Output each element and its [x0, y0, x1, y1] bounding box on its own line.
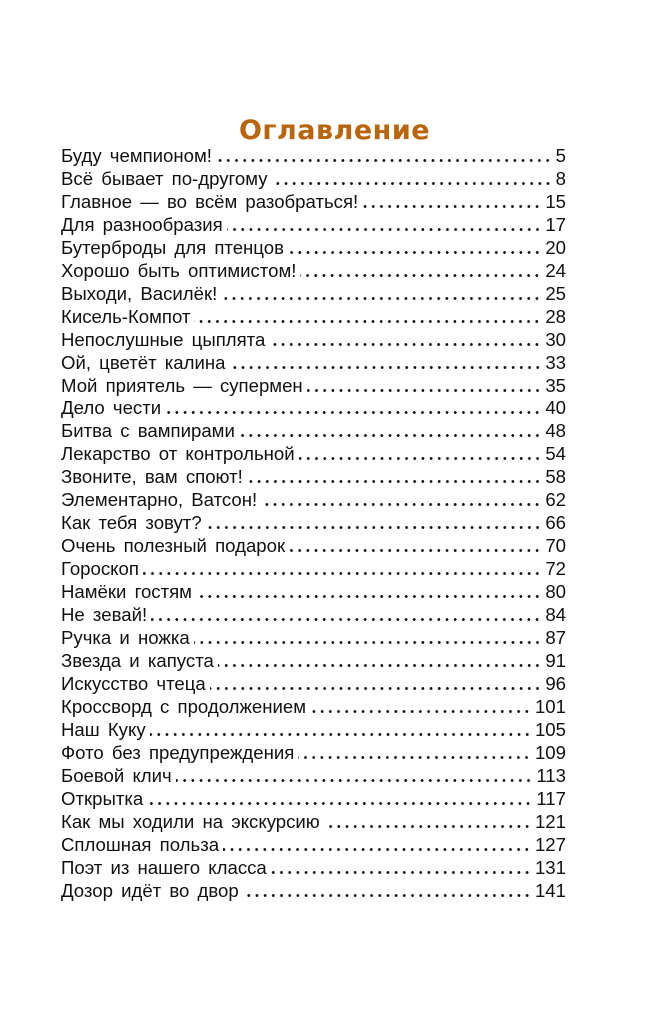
- toc-entry: [61, 696, 566, 719]
- toc-entry-page-number: 40: [545, 397, 566, 419]
- toc-entry-title: Лекарство от контрольной: [61, 443, 295, 465]
- table-of-contents: [61, 145, 566, 902]
- dot-leader: [218, 664, 541, 667]
- dot-leader: [227, 228, 542, 231]
- toc-entry-page-number: 96: [545, 672, 566, 694]
- dot-leader: [165, 411, 541, 414]
- toc-entry-title: Наш Куку: [61, 718, 146, 740]
- dot-leader: [299, 457, 542, 460]
- dot-leader: [298, 756, 531, 759]
- toc-entry: [61, 283, 566, 306]
- toc-entry-page-number: 33: [545, 351, 566, 373]
- toc-entry-page-number: 35: [545, 374, 566, 396]
- toc-entry-title: Звезда и капуста: [61, 649, 214, 671]
- toc-entry-title: Открытка: [61, 787, 144, 809]
- toc-entry-page-number: 8: [555, 167, 566, 189]
- toc-entry-page-number: 109: [534, 741, 566, 763]
- toc-entry-title: Дозор идёт во двор: [61, 879, 239, 901]
- toc-entry-title: Выходи, Василёк!: [61, 282, 218, 304]
- toc-entry-title: Кисель-Компот: [61, 305, 191, 327]
- toc-entry-page-number: 28: [545, 305, 566, 327]
- toc-entry-page-number: 54: [545, 443, 566, 465]
- toc-entry-title: Ой, цветёт калина: [61, 351, 226, 373]
- toc-entry: [61, 558, 566, 581]
- dot-leader: [307, 389, 542, 392]
- toc-entry: [61, 145, 566, 168]
- toc-entry-title: Дело чести: [61, 397, 162, 419]
- toc-entry-title: Как тебя зовут?: [61, 512, 202, 534]
- toc-entry: [61, 237, 566, 260]
- toc-entry: [61, 811, 566, 834]
- toc-entry-title: Битва с вампирами: [61, 420, 235, 442]
- toc-entry-page-number: 58: [545, 466, 566, 488]
- toc-entry: [61, 375, 566, 398]
- dot-leader: [300, 274, 541, 277]
- dot-leader: [247, 480, 542, 483]
- toc-entry-title: Боевой клич: [61, 764, 172, 786]
- dot-leader: [151, 618, 541, 621]
- dot-leader: [271, 871, 531, 874]
- toc-entry-page-number: 30: [545, 328, 566, 350]
- toc-entry: [61, 581, 566, 604]
- toc-entry-page-number: 15: [545, 190, 566, 212]
- toc-entry: [61, 604, 566, 627]
- toc-entry: [61, 880, 566, 903]
- toc-entry-page-number: 117: [536, 787, 566, 809]
- toc-entry-title: Буду чемпионом!: [61, 145, 212, 166]
- toc-entry-page-number: 66: [545, 512, 566, 534]
- toc-entry-title: Главное — во всём разобраться!: [61, 190, 359, 212]
- toc-entry-title: Для разнообразия: [61, 213, 223, 235]
- toc-entry-page-number: 25: [545, 282, 566, 304]
- toc-entry-title: Элементарно, Ватсон!: [61, 489, 258, 511]
- toc-entry-page-number: 105: [534, 718, 566, 740]
- toc-entry: [61, 788, 566, 811]
- dot-leader: [150, 733, 531, 736]
- dot-leader: [221, 297, 541, 300]
- toc-entry: [61, 352, 566, 375]
- toc-entry-title: Очень полезный подарок: [61, 535, 286, 557]
- toc-entry-title: Хорошо быть оптимистом!: [61, 259, 297, 281]
- page-title: Оглавление: [238, 115, 431, 147]
- toc-entry-page-number: 127: [534, 833, 566, 855]
- toc-entry: [61, 857, 566, 880]
- toc-entry: [61, 650, 566, 673]
- dot-leader: [176, 779, 533, 782]
- toc-entry: [61, 420, 566, 443]
- toc-entry: [61, 535, 566, 558]
- dot-leader: [324, 825, 531, 828]
- toc-entry: [61, 834, 566, 857]
- toc-entry-page-number: 5: [555, 145, 566, 166]
- dot-leader: [289, 549, 541, 552]
- toc-entry: [61, 627, 566, 650]
- toc-entry-title: Искусство чтеца: [61, 672, 206, 694]
- toc-entry: [61, 397, 566, 420]
- toc-entry-title: Фото без предупреждения: [61, 741, 295, 763]
- toc-entry: [61, 719, 566, 742]
- dot-leader: [223, 848, 531, 851]
- dot-leader: [269, 343, 541, 346]
- toc-entry: [61, 168, 566, 191]
- dot-leader: [230, 366, 542, 369]
- toc-entry-page-number: 70: [545, 535, 566, 557]
- dot-leader: [143, 572, 541, 575]
- toc-entry-page-number: 17: [545, 213, 566, 235]
- toc-entry: [61, 489, 566, 512]
- dot-leader: [206, 526, 542, 529]
- dot-leader: [272, 182, 552, 185]
- toc-entry-title: Звоните, вам споют!: [61, 466, 243, 488]
- toc-entry: [61, 742, 566, 765]
- toc-entry-title: Не зевай!: [61, 604, 148, 626]
- toc-entry-title: Как мы ходили на экскурсию: [61, 810, 320, 832]
- toc-entry: [61, 673, 566, 696]
- toc-entry-page-number: 113: [536, 764, 566, 786]
- toc-entry-title: Кроссворд с продолжением: [61, 695, 307, 717]
- dot-leader: [216, 159, 552, 162]
- toc-entry-page-number: 84: [545, 604, 566, 626]
- toc-entry: [61, 260, 566, 283]
- toc-entry-page-number: 101: [534, 695, 566, 717]
- toc-entry-title: Бутерброды для птенцов: [61, 236, 284, 258]
- toc-entry-page-number: 141: [534, 879, 566, 901]
- toc-entry: [61, 191, 566, 214]
- toc-entry-title: Непослушные цыплята: [61, 328, 266, 350]
- toc-entry-title: Поэт из нашего класса: [61, 856, 267, 878]
- toc-entry: [61, 214, 566, 237]
- toc-entry: [61, 466, 566, 489]
- dot-leader: [194, 641, 542, 644]
- toc-entry: [61, 765, 566, 788]
- toc-entry: [61, 443, 566, 466]
- toc-entry-page-number: 80: [545, 581, 566, 603]
- toc-entry-page-number: 48: [545, 420, 566, 442]
- dot-leader: [362, 205, 541, 208]
- toc-entry-title: Сплошная польза: [61, 833, 220, 855]
- toc-entry-page-number: 20: [545, 236, 566, 258]
- toc-entry: [61, 306, 566, 329]
- toc-entry-page-number: 87: [545, 627, 566, 649]
- toc-entry-page-number: 131: [534, 856, 566, 878]
- toc-entry: [61, 329, 566, 352]
- toc-entry-page-number: 91: [545, 649, 566, 671]
- dot-leader: [196, 595, 541, 598]
- dot-leader: [194, 320, 541, 323]
- toc-entry-page-number: 121: [534, 810, 566, 832]
- toc-entry-page-number: 72: [545, 558, 566, 580]
- toc-entry-page-number: 24: [545, 259, 566, 281]
- toc-entry-page-number: 62: [545, 489, 566, 511]
- toc-entry-title: Ручка и ножка: [61, 627, 190, 649]
- toc-entry: [61, 512, 566, 535]
- dot-leader: [210, 687, 542, 690]
- toc-entry-title: Гороскоп: [61, 558, 139, 580]
- toc-entry-title: Мой приятель — супермен: [61, 374, 303, 396]
- toc-entry-title: Всё бывает по-другому: [61, 167, 268, 189]
- dot-leader: [288, 251, 541, 254]
- dot-leader: [239, 434, 541, 437]
- dot-leader: [147, 802, 532, 805]
- dot-leader: [310, 710, 531, 713]
- toc-entry-title: Намёки гостям: [61, 581, 192, 603]
- dot-leader: [243, 894, 531, 897]
- dot-leader: [261, 503, 541, 506]
